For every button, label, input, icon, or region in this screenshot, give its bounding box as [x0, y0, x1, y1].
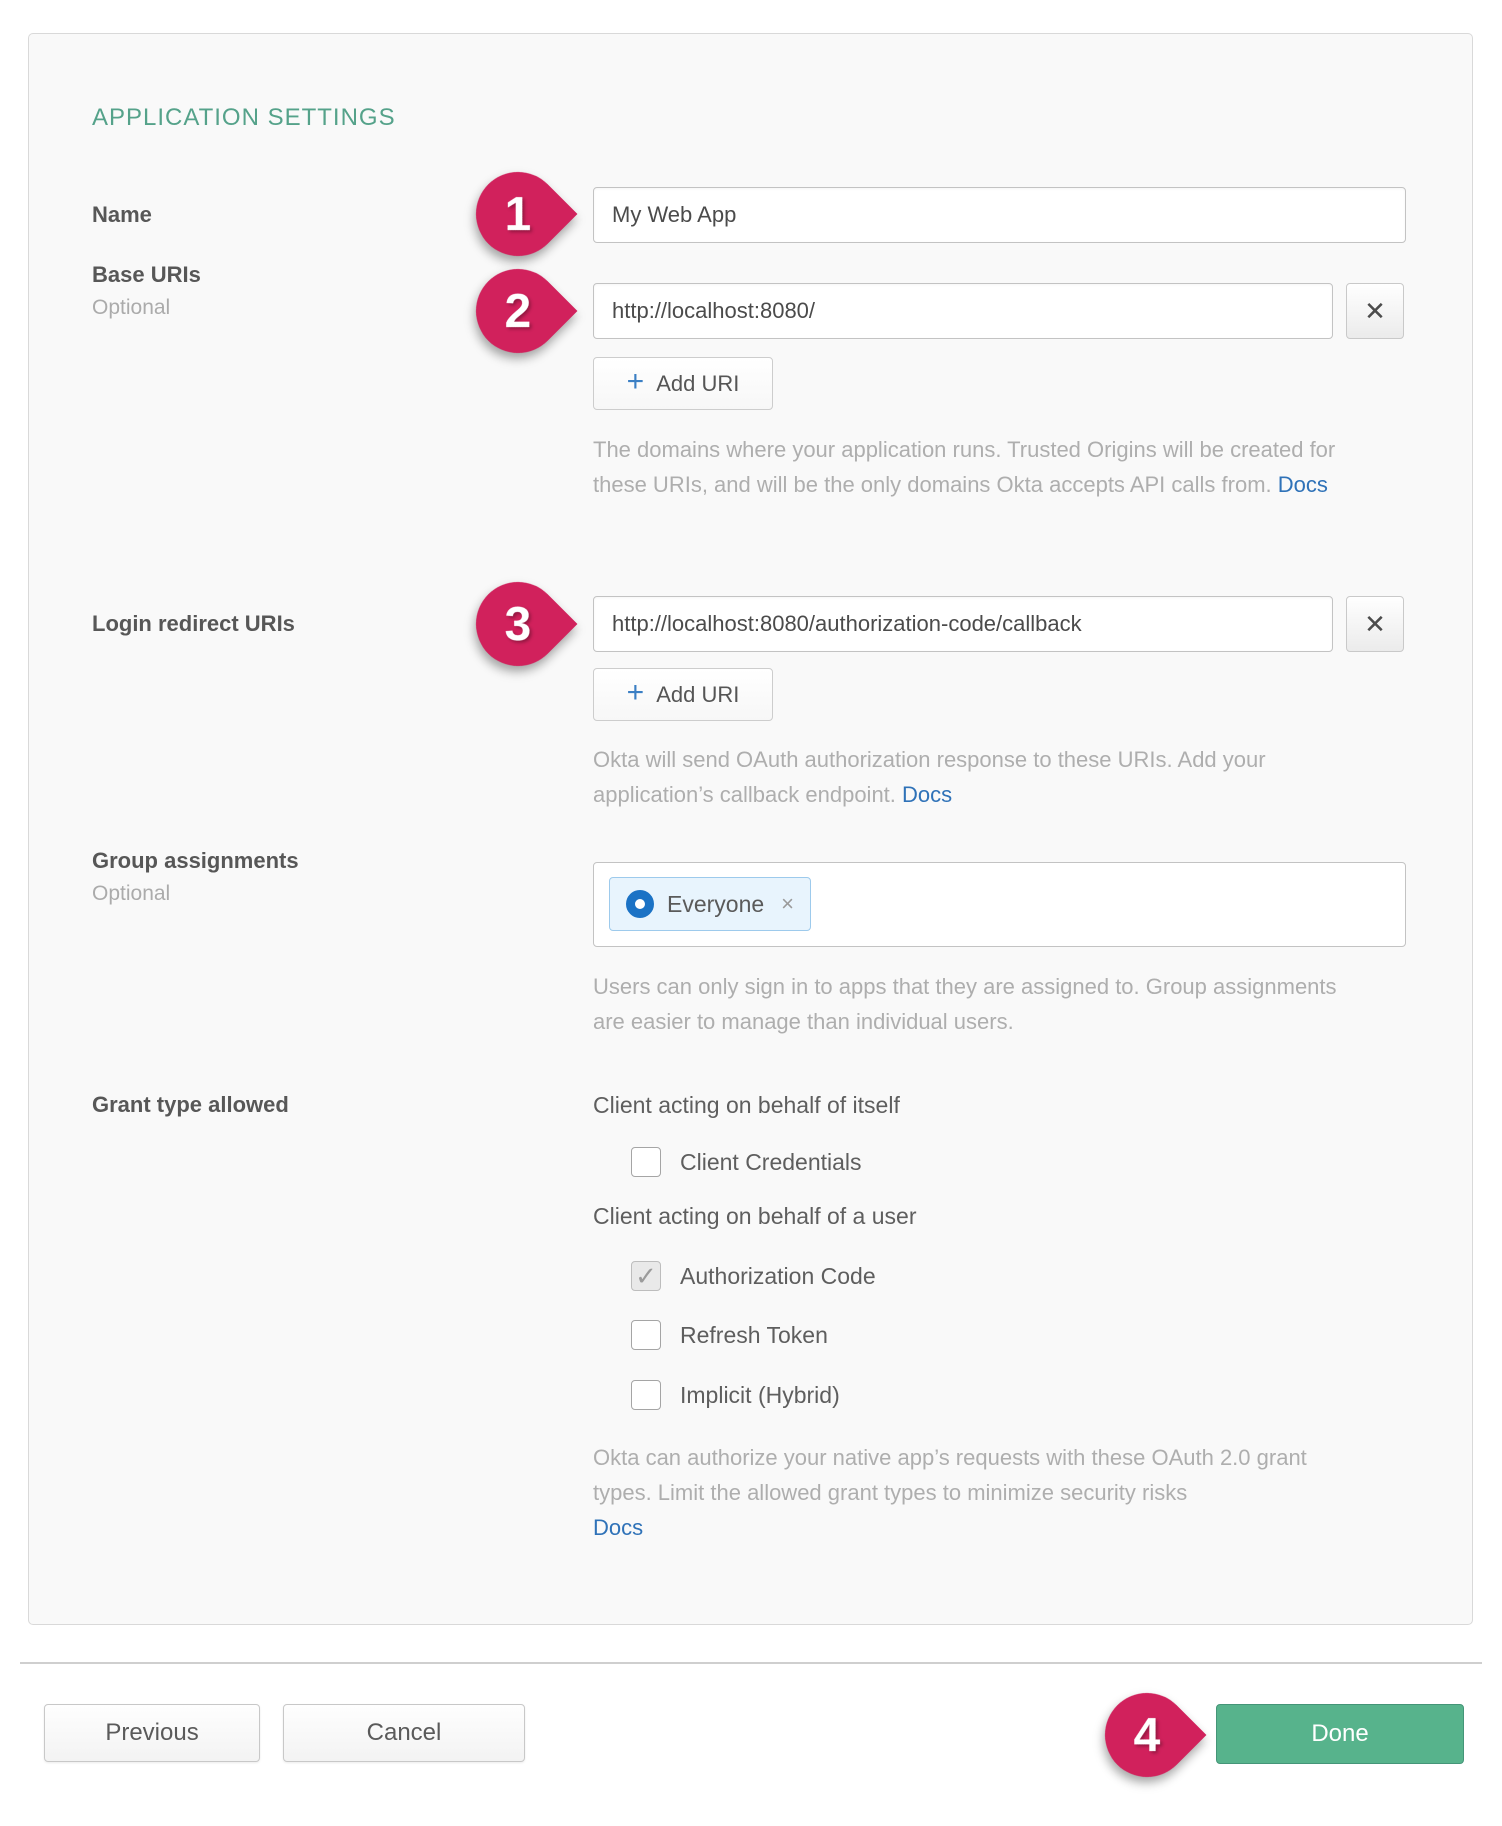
refresh-token-checkbox[interactable] — [631, 1320, 661, 1350]
group-tag-label: Everyone — [667, 890, 765, 917]
authorization-code-label: Authorization Code — [680, 1262, 876, 1289]
base-uris-label-text: Base URIs — [92, 262, 201, 287]
grant-self-heading: Client acting on behalf of itself — [593, 1092, 900, 1118]
client-credentials-checkbox[interactable] — [631, 1147, 661, 1177]
group-assignments-label-text: Group assignments — [92, 848, 299, 873]
base-uris-docs-link[interactable]: Docs — [1277, 472, 1328, 497]
tag-remove-icon[interactable]: × — [781, 891, 795, 916]
base-uri-input[interactable] — [593, 283, 1333, 339]
group-assignments-label — [92, 848, 299, 906]
login-redirect-input[interactable] — [593, 596, 1333, 652]
name-label: Name — [92, 202, 152, 227]
base-uris-label — [92, 262, 201, 320]
plus-icon: + — [626, 365, 645, 398]
cancel-button[interactable]: Cancel — [283, 1704, 525, 1762]
annotation-marker-2-number: 2 — [504, 284, 532, 338]
client-credentials-label: Client Credentials — [680, 1148, 862, 1175]
checkbox-row-client-credentials — [631, 1147, 862, 1177]
login-redirect-label: Login redirect URIs — [92, 611, 295, 636]
grant-type-label: Grant type allowed — [92, 1092, 289, 1117]
base-uri-add-button[interactable] — [593, 357, 773, 410]
grant-type-help-text: Okta can authorize your native app’s requests with these OAuth 2.0 grant types. Limit the allowed grant types to minimize security risks — [593, 1445, 1307, 1505]
base-uris-optional: Optional — [92, 296, 171, 319]
base-uri-remove-button[interactable] — [1346, 283, 1404, 339]
add-uri-label: Add URI — [656, 370, 740, 396]
group-assignments-input[interactable] — [593, 862, 1406, 947]
grant-type-docs-link[interactable]: Docs — [593, 1515, 644, 1540]
grant-user-heading: Client acting on behalf of a user — [593, 1203, 917, 1229]
plus-icon: + — [626, 676, 645, 709]
close-icon: ✕ — [1364, 609, 1386, 639]
annotation-marker-4-number: 4 — [1133, 1708, 1161, 1762]
login-redirect-docs-link[interactable]: Docs — [902, 782, 953, 807]
grant-type-help — [593, 1440, 1341, 1545]
group-tag-everyone — [609, 877, 811, 931]
base-uris-help — [593, 432, 1341, 502]
authorization-code-checkbox[interactable] — [631, 1261, 661, 1291]
group-ring-icon — [626, 890, 654, 918]
implicit-hybrid-checkbox[interactable] — [631, 1380, 661, 1410]
login-redirect-remove-button[interactable] — [1346, 596, 1404, 652]
base-uris-help-text: The domains where your application runs. Trusted Origins will be created for these URIs, and will be the only domains Okta accepts API calls from. — [593, 437, 1336, 497]
name-input[interactable] — [593, 187, 1406, 243]
annotation-marker-1-number: 1 — [504, 187, 532, 241]
add-uri-label: Add URI — [656, 681, 740, 707]
group-assignments-optional: Optional — [92, 882, 171, 905]
login-redirect-help — [593, 742, 1341, 812]
close-icon: ✕ — [1364, 296, 1386, 326]
footer-divider — [20, 1662, 1482, 1664]
checkbox-row-implicit-hybrid — [631, 1380, 840, 1410]
login-redirect-help-text: Okta will send OAuth authorization response to these URIs. Add your application’s callback endpoint. — [593, 747, 1266, 807]
login-redirect-add-button[interactable] — [593, 668, 773, 721]
section-title: APPLICATION SETTINGS — [92, 104, 396, 131]
checkbox-row-authorization-code — [631, 1261, 876, 1291]
annotation-marker-3-number: 3 — [504, 597, 532, 651]
annotation-marker-4 — [1088, 1676, 1207, 1795]
checkbox-row-refresh-token — [631, 1320, 828, 1350]
refresh-token-label: Refresh Token — [680, 1321, 828, 1348]
done-button[interactable]: Done — [1216, 1704, 1464, 1764]
group-assignments-help: Users can only sign in to apps that they are assigned to. Group assignments are easier to manage than individual users. — [593, 974, 1337, 1034]
previous-button[interactable]: Previous — [44, 1704, 260, 1762]
implicit-hybrid-label: Implicit (Hybrid) — [680, 1381, 840, 1408]
